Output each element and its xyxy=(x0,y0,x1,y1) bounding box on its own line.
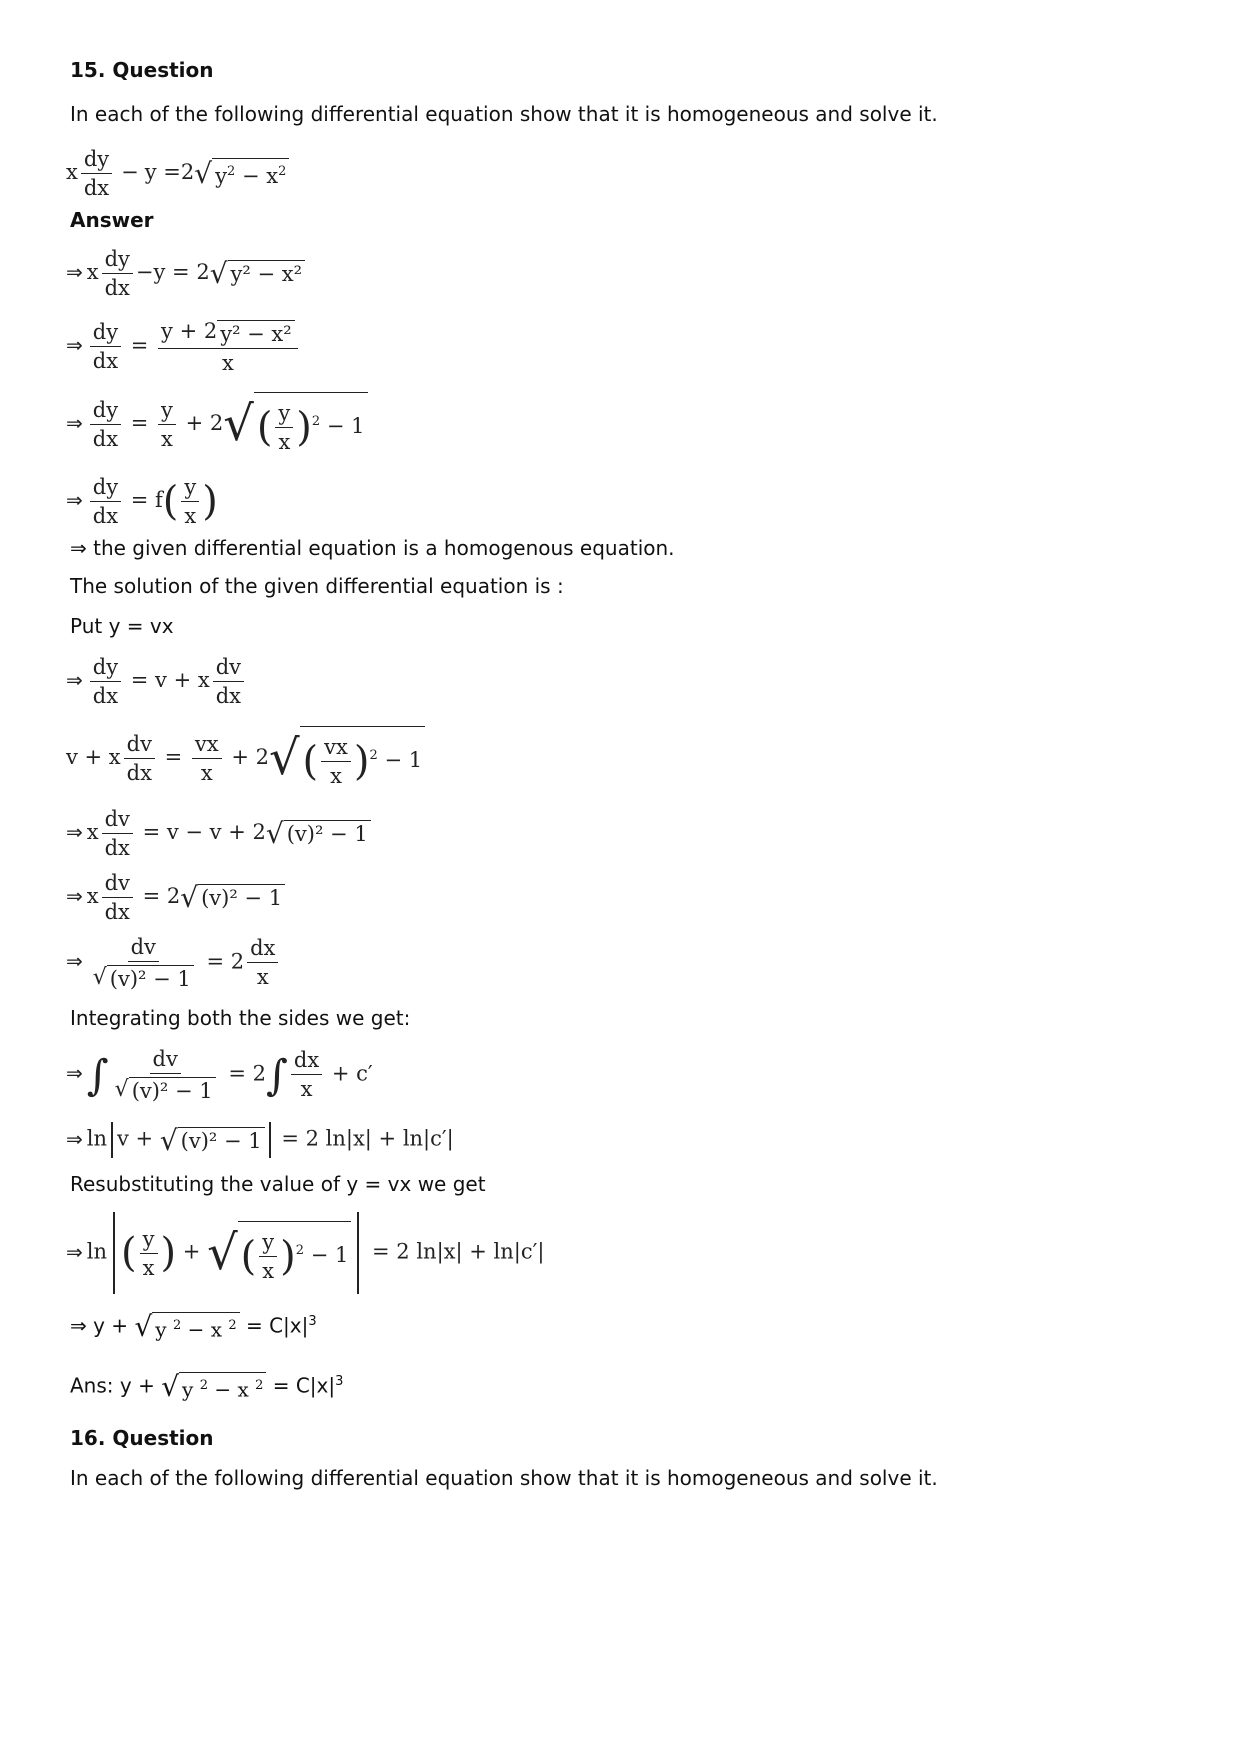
question-16-heading: 16. Question xyxy=(70,1426,214,1450)
result-line: ⇒ y + √ y $^2$ − x $^2 = C|x|^3$ xyxy=(70,1310,317,1344)
step-9: ⇒ $\frac{dv}{\text{√ (v)² − 1}}$ = 2 $\frac{dx}{x}$ xyxy=(66,934,281,992)
step-7: ⇒ x $\frac{dv}{dx}$ = v − v + 2√ (v)² − 1 xyxy=(66,806,371,861)
integrating-statement: Integrating both the sides we get: xyxy=(70,1006,411,1030)
step-6: v + x $\frac{dv}{dx}$ = $\frac{vx}{x}$ + 2√( $\frac{vx}{x}$ )$^2$ − 1 xyxy=(66,726,425,791)
step-2: ⇒ $\frac{dy}{dx}$ = $\frac{\text{y + 2 y² − x²}}{x}$ xyxy=(66,318,301,376)
step-12: ⇒ ln ( $\frac{y}{x}$ ) + √( $\frac{y}{x}$ )$^2$ − 1 = 2 ln|x| + ln|c′| xyxy=(66,1212,544,1294)
homogenous-statement: ⇒ the given differential equation is a homogenous equation. xyxy=(70,536,675,560)
step-1: ⇒ x $\frac{dy}{dx}$ −y = 2√ y² − x² xyxy=(66,246,305,301)
step-4: ⇒ $\frac{dy}{dx}$ = f( $\frac{y}{x}$ ) xyxy=(66,475,218,528)
question-16-instruction: In each of the following differential equation show that it is homogeneous and solve it. xyxy=(70,1466,938,1490)
question-15-heading: 15. Question xyxy=(70,58,214,82)
final-answer-line: Ans: y + √ y $^2$ − x $^2 = C|x|^3$ xyxy=(70,1370,344,1404)
question-15-instruction: In each of the following differential equation show that it is homogeneous and solve it. xyxy=(70,102,938,126)
step-3: ⇒ $\frac{dy}{dx}$ = $\frac{y}{x}$ + 2√( $\frac{y}{x}$ )$^2$ − 1 xyxy=(66,392,368,457)
final-answer-prefix: Ans: y + xyxy=(70,1373,162,1398)
result-exponent: 3 xyxy=(308,1314,317,1329)
substitution-statement: Put y = vx xyxy=(70,614,174,638)
final-answer-rhs: = C|x| xyxy=(266,1373,336,1398)
step-5: ⇒ $\frac{dy}{dx}$ = v + x $\frac{dv}{dx}$ xyxy=(66,654,247,709)
step-11: ⇒ ln v + √ (v)² − 1 = 2 ln|x| + ln|c′| xyxy=(66,1123,454,1157)
result-rhs: = C|x| xyxy=(239,1313,309,1338)
final-answer-exponent: 3 xyxy=(335,1374,344,1389)
resubstitution-statement: Resubstituting the value of y = vx we get xyxy=(70,1172,486,1196)
step-10: ⇒∫ $\frac{dv}{\text{√ (v)² − 1}}$ = 2∫ $\frac{dx}{x}$ + c′ xyxy=(66,1047,373,1103)
step-8: ⇒ x $\frac{dv}{dx}$ = 2√ (v)² − 1 xyxy=(66,870,285,925)
answer-label: Answer xyxy=(70,208,154,232)
solution-statement: The solution of the given differential equation is : xyxy=(70,574,564,598)
result-prefix: ⇒ y + xyxy=(70,1313,135,1338)
equation-question: x $\frac{dy}{dx}$ − y =2√ $y^2 - x^2$ xyxy=(66,146,289,201)
